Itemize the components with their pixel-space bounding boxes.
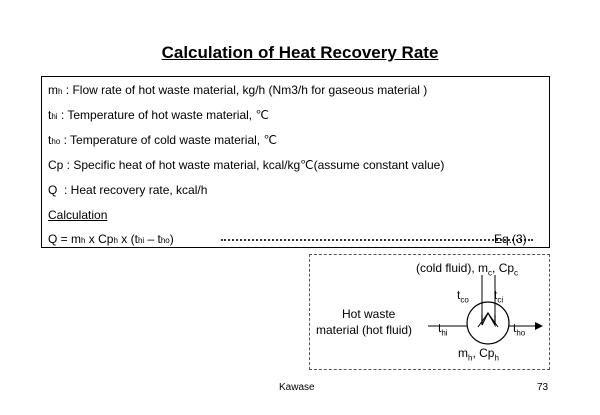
footer-author: Kawase [279,382,315,393]
definition-text: : Flow rate of hot waste material, kg/h (Nm3/h for gaseous material ) [62,83,428,97]
definition-mh [48,83,427,97]
symbol: t [48,108,52,122]
eq-part: x Cp [85,232,114,246]
tco-sub: co [460,295,469,305]
eq-part: – t [144,232,161,246]
t-symbol: t [513,321,517,335]
definitions-box [41,76,550,248]
cph-sub: h [494,353,499,363]
definition-thi [48,108,269,122]
mh-symbol: m [458,346,468,360]
symbol-subscript: hi [51,112,58,121]
definition-q [48,183,207,197]
definition-text: : Temperature of cold waste material, ℃ [60,133,277,147]
page-title: Calculation of Heat Recovery Rate [161,43,439,62]
definition-tho [48,133,277,147]
t-symbol: t [494,288,498,302]
heat-exchanger-diagram [309,254,550,370]
mh-sub: h [468,353,473,363]
symbol-subscript: ho [51,137,61,146]
eq-part: Q = m [48,232,82,246]
heat-exchanger-circle [467,302,509,344]
symbol: Cp [48,158,64,172]
t-symbol: t [438,321,442,335]
symbol: t [48,133,52,147]
tho-sub: ho [516,328,526,338]
hot-fluid-label-line1: Hot waste [342,307,396,321]
page-number: 73 [537,382,549,393]
calculation-heading: Calculation [48,208,108,222]
hot-fluid-label-line2: material (hot fluid) [316,323,413,337]
definition-cp [48,158,444,172]
equation-line [48,232,538,246]
t-symbol: t [457,288,461,302]
tci-sub: ci [497,295,504,305]
thi-sub: hi [441,328,448,338]
heat-exchanger-schematic [310,255,551,371]
cph-symbol: , Cp [472,346,495,360]
eq-sub: h [81,236,86,245]
eq-sub: ho [160,236,170,245]
symbol: Q [48,183,58,197]
eq-sub: h [113,236,118,245]
cold-fluid-sub: c [488,268,493,278]
definition-text: : Heat recovery rate, kcal/h [57,183,208,197]
symbol-subscript: h [58,87,63,96]
cold-fluid-text: (cold fluid), m [416,261,489,275]
eq-part: ) [169,232,174,246]
dotted-leader [221,239,533,241]
symbol: m [48,83,58,97]
definition-text: : Temperature of hot waste material, ℃ [57,108,269,122]
equation-reference: Eq.(3) [494,232,527,246]
eq-part: x (t [117,232,138,246]
definition-text: : Specific heat of hot waste material, kcal/kg℃(assume constant value) [63,158,445,172]
eq-sub: hi [137,236,145,245]
cold-fluid-cp: , Cp [492,261,515,275]
cold-fluid-cp-sub: c [514,268,519,278]
